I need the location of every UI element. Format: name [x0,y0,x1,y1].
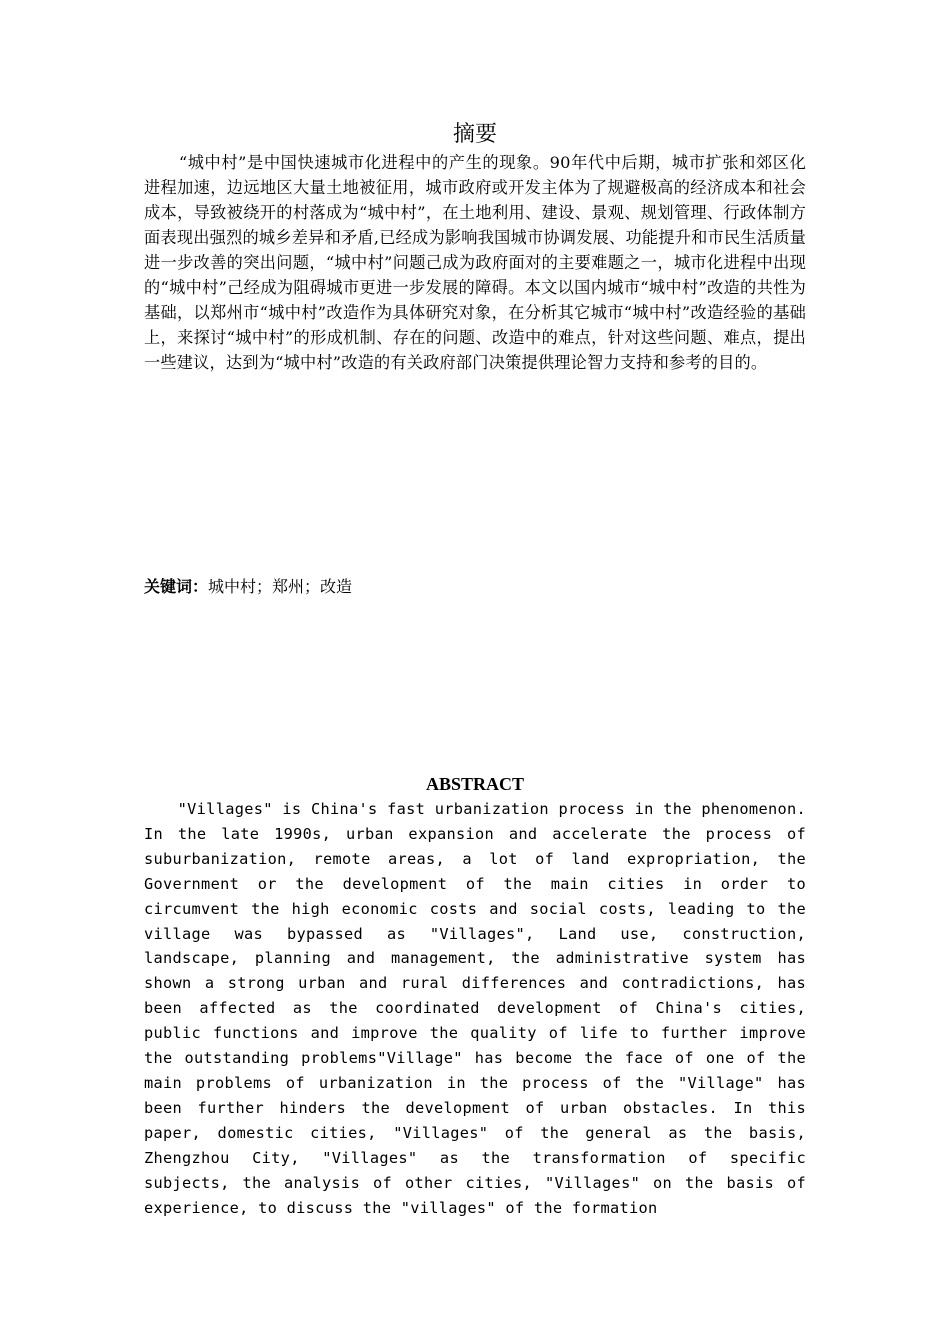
keywords-line [144,575,352,599]
chinese-abstract-title: 摘要 [452,122,497,147]
english-abstract-body: "Villages" is China's fast urbanization process in the phenomenon. In the late 1990s, urban expansion and accelerate the process of suburbanization, remote areas, a lot of land expropriation, the Government or the development of the main cities in order to circumvent the high economic costs and social costs, leading to the village was bypassed as "Villages", Land use, construction, landscape, planning and management, the administrative system has shown a strong urban and rural differences and contradictions, has been affected as the coordinated development of China's cities, public functions and improve the quality of life to further improve the outstanding problems"Village" has become the face of one of the main problems of urbanization in the process of the "Village" has been further hinders the development of urban obstacles. In this paper, domestic cities, "Villages" of the general as the basis, Zhengzhou City, "Villages" as the transformation of specific subjects, the analysis of other cities, "Villages" on the basis of experience, to discuss the "villages" of the formation [144,800,806,1217]
english-abstract-title: ABSTRACT [425,774,525,794]
keywords-label: 关键词： [144,577,209,596]
chinese-abstract-body: “城中村”是中国快速城市化进程中的产生的现象。90年代中后期，城市扩张和郊区化进程加速，边远地区大量土地被征用，城市政府或开发主体为了规避极高的经济成本和社会成本，导致被绕开的村落成为“城中村”，在土地利用、建设、景观、规划管理、行政体制方面表现出强烈的城乡差异和矛盾,已经成为影响我国城市协调发展、功能提升和市民生活质量进一步改善的突出问题，“城中村”问题己成为政府面对的主要难题之一，城市化进程中出现的“城中村”己经成为阻碍城市更进一步发展的障碍。本文以国内城市“城中村”改造的共性为基础，以郑州市“城中村”改造作为具体研究对象，在分析其它城市“城中村”改造经验的基础上，来探讨“城中村”的形成机制、存在的问题、改造中的难点，针对这些问题、难点，提出一些建议，达到为“城中村”改造的有关政府部门决策提供理论智力支持和参考的目的。 [144,153,806,372]
keywords-value: 城中村；郑州；改造 [208,577,353,596]
document-page [144,120,806,1217]
